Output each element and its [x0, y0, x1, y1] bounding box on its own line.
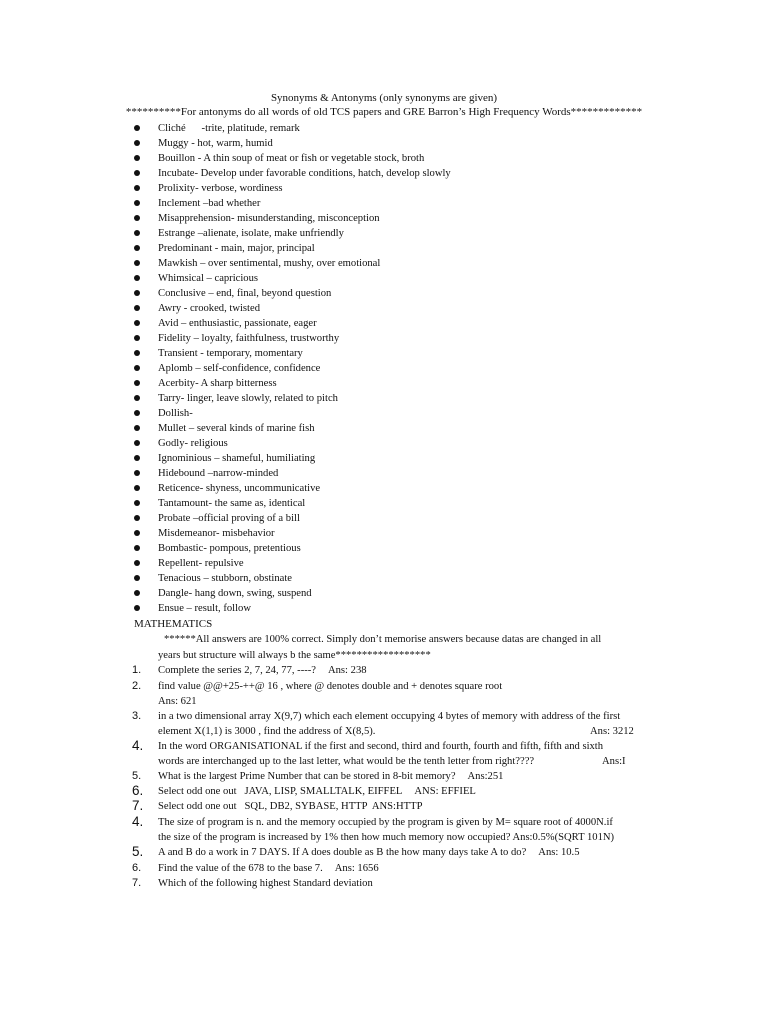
answer: Ans: 1656: [334, 863, 379, 874]
bullet-icon: [134, 320, 140, 326]
bullet-icon: [134, 290, 140, 296]
bullet-icon: [134, 605, 140, 611]
bullet-icon: [134, 260, 140, 266]
answer: ANS: EFFIEL: [414, 786, 476, 797]
bullet-icon: [134, 530, 140, 536]
bullet-icon: [134, 365, 140, 371]
bullet-icon: [134, 515, 140, 521]
bullet-icon: [134, 440, 140, 446]
bullet-icon: [134, 275, 140, 281]
question-item-cont: the size of the program is increased by 1% then how much memory now occupied? Ans:0.5%(SQRT 101N): [158, 832, 615, 843]
question-item: 5. A and B do a work in 7 DAYS. If A does double as B the how many days take A to do? Ans: 10.5: [132, 844, 580, 859]
bullet-icon: [134, 335, 140, 341]
question-item: 4. The size of program is n. and the memory occupied by the program is given by M= square root of 4000N.if: [132, 814, 613, 829]
antonyms-note: **********For antonyms do all words of old TCS papers and GRE Barron’s High Frequency Words*************: [125, 106, 643, 118]
document-page: Synonyms & Antonyms (only synonyms are given) **********For antonyms do all words of old TCS papers and GRE Barron’s High Frequency Words************* Cliché -trite, platitude, remark Muggy - hot, warm, humid Bouillon - A thin soup of meat or fish or vegetable stock, broth Incubate- Develop under favorable conditions, hatch, develop slowly Prolixity- verbose, wordiness Inclement –bad whether Misapprehension- misunderstanding, misconception Estrange –alienate, isolate, make unfriendly Predominant - main, major, principal Mawkish – over sentimental, mushy, over emotional Whimsical – capricious Conclusive – end, final, beyond question Awry - crooked, twisted Avid – enthusiastic, passionate, eager Fidelity – loyalty, faithfulness, trustworthy Transient - temporary, momentary Aplomb – self-confidence, confidence Acerbity- A sharp bitterness Tarry- linger, leave slowly, related to pitch Dollish- Mullet – several kinds of marine fish Godly- religious Ignominious – shameful, humiliating Hidebound –narrow-minded Reticence- shyness, uncommunicative Tantamount- the same as, identical Probate –official proving of a bill Misdemeanor- misbehavior Bombastic- pompous, pretentious Repellent- repulsive Tenacious – stubborn, obstinate Dangle- hang down, swing, suspend Ensue – result, follow MATHEMATICS ******All answers are 100% correct. Simply don’t memorise answers because datas are changed in all years but structure will always b the same****************** 1. Complete the series 2, 7, 24, 77, ----? Ans: 238 2. find value @@+25-++@ 16 , where @ denotes double and + denotes square root Ans: 621 3. in a two dimensional array X(9,7) which each element occupying 4 bytes of memory with address of the first element X(1,1) is 3000 , find the address of X(8,5). Ans: 3212 4. In the word ORGANISATIONAL if the first and second, third and fourth, fourth and fifth, fifth and sixth words are interchanged up to the last letter, what would be the tenth letter from right???? Ans:I 5. What is the largest Prime Number that can be stored in 8-bit memory? Ans:251 6. Select odd one out JAVA, LISP, SMALLTALK, EIFFEL ANS: EFFIEL 7. Select odd one out SQL, DB2, SYBASE, HTTP ANS:HTTP 4. The size of program is n. and the memory occupied by the program is given by M= square root of 4000N.if the size of the program is increased by 1% then how much memory now occupied? Ans:0.5%(SQRT 101N) 5. A and B do a work in 7 DAYS. If A does double as B the how many days take A to do? Ans: 10.5 6. Find the value of the 678 to the base 7. Ans: 1656 7. Which of the following highest Standard deviation: [0, 0, 768, 1024]
answer: Ans: 3212: [590, 726, 634, 737]
question-item: 6. Find the value of the 678 to the base 7. Ans: 1656: [132, 862, 379, 874]
bullet-icon: [134, 305, 140, 311]
bullet-icon: [134, 170, 140, 176]
question-item-cont: words are interchanged up to the last letter, what would be the tenth letter from right???? Ans:I: [158, 756, 626, 767]
bullet-icon: [134, 380, 140, 386]
question-item: 3. in a two dimensional array X(9,7) which each element occupying 4 bytes of memory with address of the first: [132, 710, 621, 722]
bullet-icon: [134, 500, 140, 506]
bullet-icon: [134, 215, 140, 221]
question-item: 4. In the word ORGANISATIONAL if the first and second, third and fourth, fourth and fifth, fifth and sixth: [132, 738, 604, 753]
question-item-cont: element X(1,1) is 3000 , find the address of X(8,5). Ans: 3212: [158, 726, 634, 737]
bullet-icon: [134, 560, 140, 566]
bullet-icon: [134, 575, 140, 581]
answer: Ans:I: [602, 756, 626, 767]
question-item: 7. Select odd one out SQL, DB2, SYBASE, HTTP ANS:HTTP: [132, 798, 423, 813]
bullet-icon: [134, 350, 140, 356]
mathematics-intro: [158, 632, 638, 663]
bullet-icon: [134, 455, 140, 461]
answer: Ans: 621: [158, 696, 197, 707]
intro-line: years but structure will always b the same******************: [158, 649, 431, 661]
question-item: 1. Complete the series 2, 7, 24, 77, ----? Ans: 238: [132, 664, 367, 676]
bullet-icon: [134, 485, 140, 491]
bullet-icon: [134, 155, 140, 161]
bullet-icon: [134, 590, 140, 596]
intro-line: ******All answers are 100% correct. Simply don’t memorise answers because datas are changed in all: [164, 634, 602, 645]
bullet-icon: [134, 395, 140, 401]
question-item: 7. Which of the following highest Standard deviation: [132, 877, 373, 889]
answer: Ans: 238: [327, 665, 367, 676]
question-item: 5. What is the largest Prime Number that can be stored in 8-bit memory? Ans:251: [132, 770, 504, 782]
bullet-icon: [134, 185, 140, 191]
page-title: Synonyms & Antonyms (only synonyms are given): [270, 92, 498, 104]
mathematics-heading: MATHEMATICS: [134, 618, 213, 630]
answer: Ans:251: [467, 771, 504, 782]
bullet-icon: [134, 545, 140, 551]
bullet-icon: [134, 410, 140, 416]
bullet-icon: [134, 245, 140, 251]
question-item: 2. find value @@+25-++@ 16 , where @ denotes double and + denotes square root: [132, 680, 503, 692]
bullet-icon: [134, 425, 140, 431]
bullet-icon: [134, 470, 140, 476]
bullet-icon: [134, 125, 140, 131]
bullet-icon: [134, 140, 140, 146]
answer-line: [0, 694, 768, 709]
answer: Ans: 10.5: [538, 847, 580, 858]
question-item: 6. Select odd one out JAVA, LISP, SMALLTALK, EIFFEL ANS: EFFIEL: [132, 783, 476, 798]
bullet-icon: [134, 200, 140, 206]
bullet-icon: [134, 230, 140, 236]
